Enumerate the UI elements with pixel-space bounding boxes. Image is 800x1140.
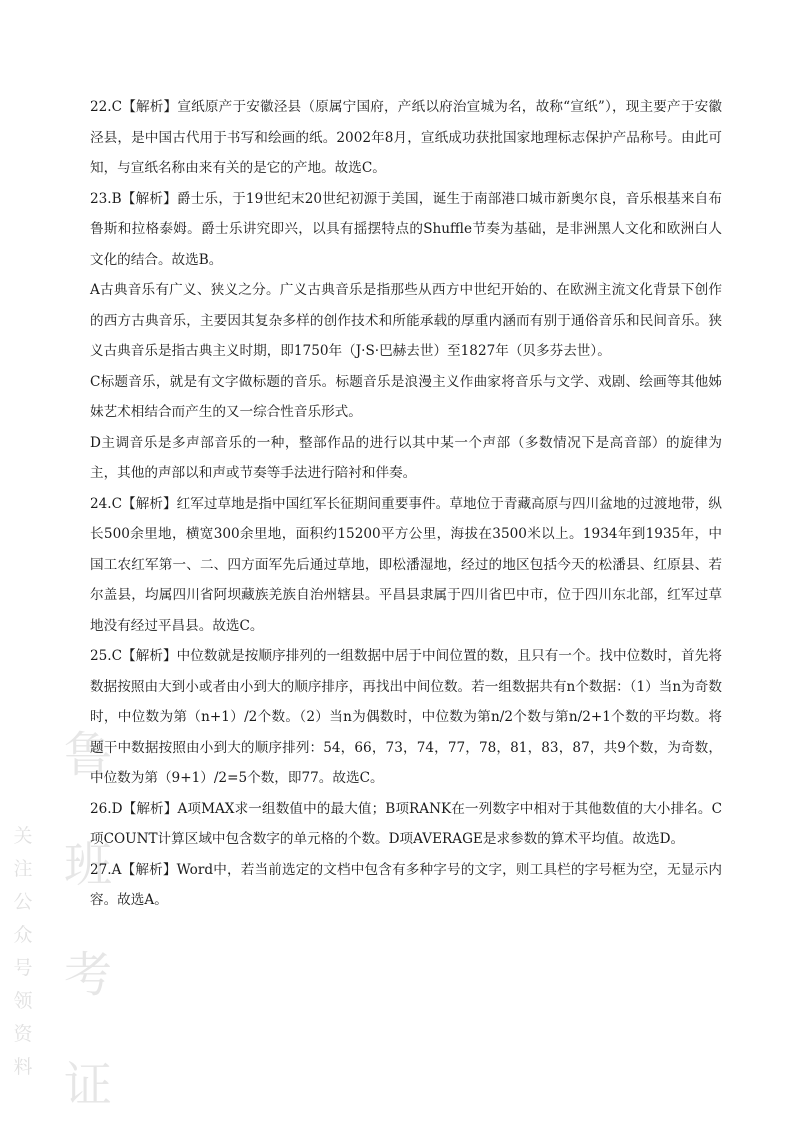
answer-24: 24.C【解析】红军过草地是指中国红军长征期间重要事件。草地位于青藏高原与四川盆地的过渡地带，纵长500余里地，横宽300余里地，面积约15200平方公里，海拔在3500米以上。1934年到1935年，中国工农红军第一、二、四方面军先后通过草地，即松潘湿地，经过的地区包括今天的松潘县、红原县、若尔盖县，均属四川省阿坝藏族羌族自治州辖县。平昌县隶属于四川省巴中市，位于四川东北部，红军过草地没有经过平昌县。故选C。 [90, 495, 722, 634]
watermark-char: 班 [63, 837, 112, 893]
answer-26: 26.D【解析】A项MAX求一组数值中的最大值；B项RANK在一列数字中相对于其他数值的大小排名。C项COUNT计算区域中包含数字的单元格的个数。D项AVERAGE是求参数的算术平均值。故选D。 [90, 800, 722, 847]
answer-23-option-a: A古典音乐有广义、狭义之分。广义古典音乐是指那些从西方中世纪开始的、在欧洲主流文化背景下创作的西方古典音乐，主要因其复杂多样的创作技术和所能承载的厚重内涵而有别于通俗音乐和民间音乐。狭义古典音乐是指古典主义时期，即1750年（J·S·巴赫去世）至1827年（贝多芬去世）。 [90, 282, 722, 359]
watermark-char: 领 [13, 990, 33, 1012]
watermark-char: 证 [63, 1057, 112, 1113]
watermark-char: 考 [63, 947, 112, 1003]
answer-23-option-c: C标题音乐，就是有文字做标题的音乐。标题音乐是浪漫主义作曲家将音乐与文学、戏剧、绘画等其他姊妹艺术相结合而产生的又一综合性音乐形式。 [90, 373, 722, 420]
watermark-char: 注 [13, 858, 33, 880]
answer-22: 22.C【解析】宣纸原产于安徽泾县（原属宁国府，产纸以府治宣城为名，故称“宣纸”），现主要产于安徽泾县，是中国古代用于书写和绘画的纸。2002年8月，宣纸成功获批国家地理标志保护产品称号。由此可知，与宣纸名称由来有关的是它的产地。故选C。 [90, 99, 722, 176]
answer-25: 25.C【解析】中位数就是按顺序排列的一组数据中居于中间位置的数，且只有一个。找中位数时，首先将数据按照由大到小或者由小到大的顺序排序，再找出中间位数。若一组数据共有n个数据：（1）当n为奇数时，中位数为第（n+1）/2个数。（2）当n为偶数时，中位数为第n/2个数与第n/2+1个数的平均数。将题干中数据按照由小到大的顺序排列：54，66，73，74，77，78，81，83，87，共9个数，为奇数，中位数为第（9+1）/2=5个数，即77。故选C。 [90, 648, 722, 786]
answer-23: 23.B【解析】爵士乐，于19世纪末20世纪初源于美国，诞生于南部港口城市新奥尔良，音乐根基来自布鲁斯和拉格泰姆。爵士乐讲究即兴，以具有摇摆特点的Shuffle节奏为基础，是非洲黑人文化和欧洲白人文化的结合。故选B。 [90, 190, 722, 268]
watermark-char: 关 [13, 825, 33, 847]
watermark-char: 号 [13, 957, 33, 979]
watermark-char: 资 [13, 1023, 33, 1045]
answer-27: 27.A【解析】Word中，若当前选定的文档中包含有多种字号的文字，则工具栏的字号框为空，无显示内容。故选A。 [90, 861, 722, 908]
watermark-char: 公 [13, 891, 33, 913]
answer-explanations [90, 92, 722, 916]
watermark-char: 料 [13, 1056, 33, 1078]
watermark-char: 众 [13, 924, 33, 946]
watermark-char: 鲁 [63, 727, 112, 783]
answer-23-option-d: D主调音乐是多声部音乐的一种，整部作品的进行以其中某一个声部（多数情况下是高音部）的旋律为主，其他的声部以和声或节奏等手法进行陪衬和伴奏。 [90, 434, 722, 481]
watermark-vertical-text [12, 820, 34, 1084]
